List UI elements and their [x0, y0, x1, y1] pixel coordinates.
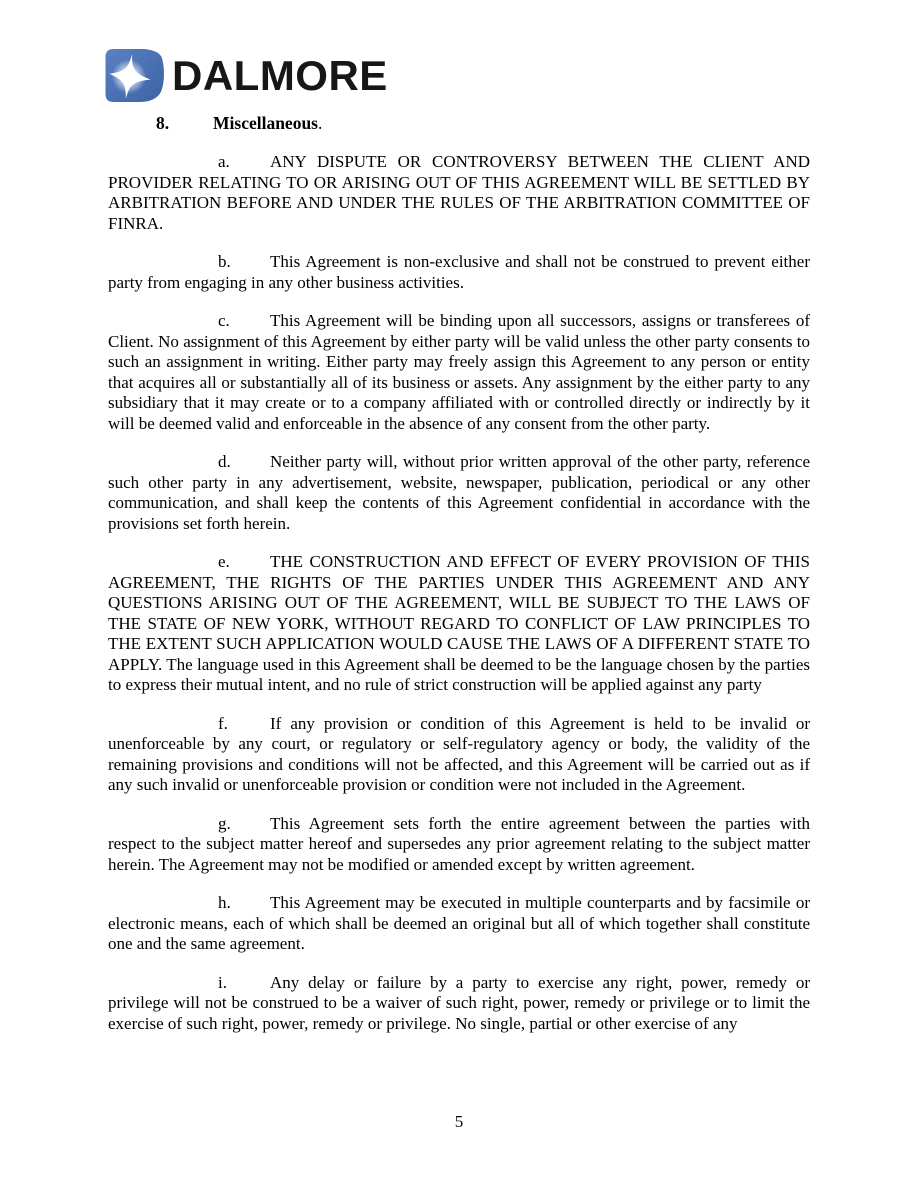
- paragraph-text: Neither party will, without prior written approval of the other party, reference such other party in any advertisement, website, newspaper, publication, periodical or any other communication, and shall keep the contents of this Agreement confidential in accordance with the provisions set forth herein.: [108, 452, 810, 533]
- paragraph-f: [108, 714, 810, 796]
- paragraph-label: e.: [218, 552, 230, 571]
- paragraph-text: ANY DISPUTE OR CONTROVERSY BETWEEN THE CLIENT AND PROVIDER RELATING TO OR ARISING OUT OF THIS AGREEMENT WILL BE SETTLED BY ARBITRATION BEFORE AND UNDER THE RULES OF THE ARBITRATION COMMITTEE OF FINRA.: [108, 152, 810, 233]
- paragraph-label: b.: [218, 252, 231, 271]
- page-number: 5: [454, 1112, 464, 1131]
- document-content: [108, 46, 810, 1034]
- section-heading: [108, 113, 810, 134]
- paragraph-text: Any delay or failure by a party to exercise any right, power, remedy or privilege will not be construed to be a waiver of such right, power, remedy or privilege or to limit the exercise of such right, power, remedy or privilege. No single, partial or other exercise of any: [108, 972, 810, 1033]
- paragraph-text: This Agreement may be executed in multiple counterparts and by facsimile or electronic means, each of which shall be deemed an original but all of which together shall constitute one and the same agreement.: [108, 893, 810, 953]
- paragraph-h: [108, 893, 810, 955]
- brand-header: [103, 46, 810, 104]
- paragraph-d: [108, 452, 810, 534]
- paragraph-text: This Agreement will be binding upon all successors, assigns or transferees of Client. No assignment of this Agreement by either party will be valid unless the other party consents to such an assignment in writing. Either party may freely assign this Agreement to any person or entity that acquires all or substantially all of its business or assets. Any assignment by the either party to any subsidiary that it may create or to a company affiliated with or controlled directly or indirectly by it will be deemed valid and enforceable in the absence of any consent from the other party.: [108, 311, 810, 433]
- paragraph-e: [108, 552, 810, 696]
- dalmore-logo-svg: [103, 47, 165, 104]
- paragraph-label: g.: [218, 813, 231, 833]
- paragraph-label: i.: [218, 972, 227, 992]
- section-title: Miscellaneous: [213, 113, 318, 133]
- paragraph-label: h.: [218, 893, 231, 912]
- paragraph-label: a.: [218, 152, 230, 171]
- paragraph-label: f.: [218, 713, 228, 733]
- paragraph-text: If any provision or condition of this Agreement is held to be invalid or unenforceable by any court, or regulatory or self-regulatory agency or body, the validity of the remaining provisions and conditions will not be affected, and this Agreement will be carried out as if any such invalid or unenforceable provision or condition were not included in the Agreement.: [108, 713, 810, 794]
- paragraph-label: c.: [218, 311, 230, 330]
- paragraph-i: [108, 973, 810, 1035]
- page-footer: [0, 1112, 918, 1132]
- paragraph-c: [108, 311, 810, 434]
- paragraph-text: This Agreement is non-exclusive and shall not be construed to prevent either party from engaging in any other business activities.: [108, 252, 810, 292]
- dalmore-logo-icon: [103, 47, 165, 104]
- paragraph-a: [108, 152, 810, 234]
- section-number: 8.: [156, 113, 170, 133]
- brand-name: DALMORE: [172, 52, 388, 99]
- paragraph-text: This Agreement sets forth the entire agreement between the parties with respect to the subject matter hereof and supersedes any prior agreement relating to the subject matter herein. The Agreement may not be modified or amended except by written agreement.: [108, 813, 810, 874]
- section-title-suffix: .: [318, 113, 323, 133]
- paragraph-text: THE CONSTRUCTION AND EFFECT OF EVERY PROVISION OF THIS AGREEMENT, THE RIGHTS OF THE PARTIES UNDER THIS AGREEMENT AND ANY QUESTIONS ARISING OUT OF THE AGREEMENT, WILL BE SUBJECT TO THE LAWS OF THE STATE OF NEW YORK, WITHOUT REGARD TO CONFLICT OF LAW PRINCIPLES TO THE EXTENT SUCH APPLICATION WOULD CAUSE THE LAWS OF A DIFFERENT STATE TO APPLY. The language used in this Agreement shall be deemed to be the language chosen by the parties to express their mutual intent, and no rule of strict construction will be applied against any party: [108, 552, 810, 694]
- paragraph-label: d.: [218, 452, 231, 471]
- paragraph-b: [108, 252, 810, 293]
- paragraph-g: [108, 814, 810, 876]
